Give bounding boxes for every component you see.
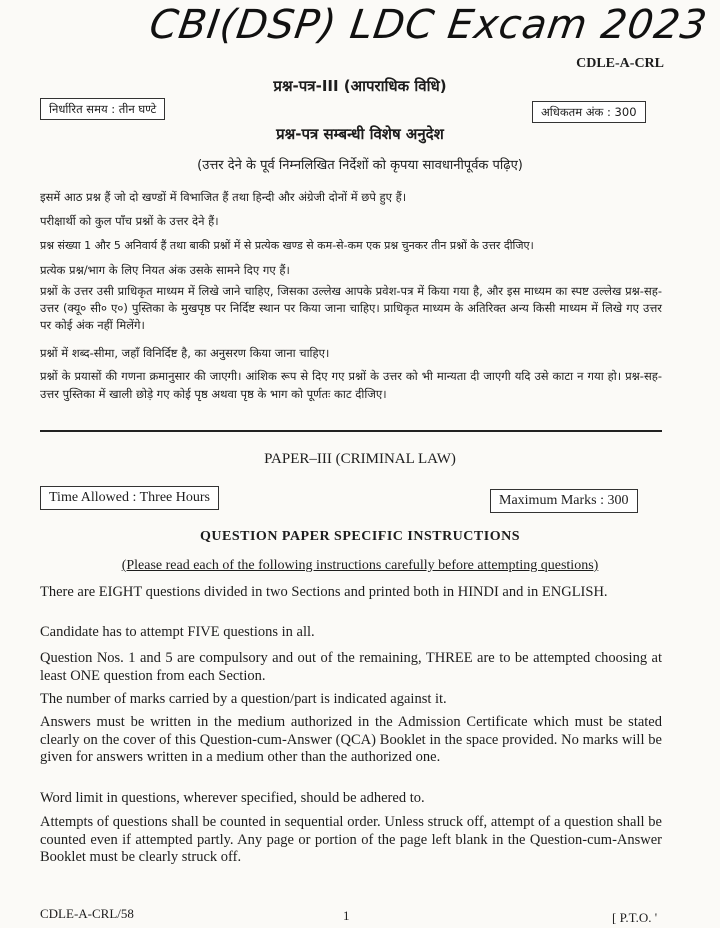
hindi-time-allowed: निर्धारित समय : तीन घण्टे <box>40 98 165 120</box>
hindi-instruction-1: इसमें आठ प्रश्न हैं जो दो खण्डों में विभाजित हैं तथा हिन्दी और अंग्रेजी दोनों में छपे हुए हैं। <box>40 190 407 204</box>
section-divider <box>40 430 662 432</box>
hindi-instructions-title: प्रश्न-पत्र सम्बन्धी विशेष अनुदेश <box>276 125 444 143</box>
english-instruction-1: There are EIGHT questions divided in two Sections and printed both in HINDI and in ENGLISH. <box>40 584 608 600</box>
hindi-instruction-5: प्रश्नों के उत्तर उसी प्राधिकृत माध्यम में लिखे जाने चाहिए, जिसका उल्लेख आपके प्रवेश-पत्र में किया गया है, और इस माध्यम का स्पष्ट उल्लेख प्रश्न-सह-उत्तर (क्यू० सी० ए०) पुस्तिका के मुखपृष्ठ पर निर्दिष्ट स्थान पर किया जाना चाहिए। प्राधिकृत माध्यम के अतिरिक्त अन्य किसी माध्यम में लिखे गए उत्तर पर कोई अंक नहीं मिलेंगे। <box>40 284 662 332</box>
english-time-allowed: Time Allowed : Three Hours <box>40 486 219 510</box>
english-paper-title: PAPER–III (CRIMINAL LAW) <box>264 451 456 467</box>
english-max-marks: Maximum Marks : 300 <box>490 489 638 513</box>
english-instructions-title: QUESTION PAPER SPECIFIC INSTRUCTIONS <box>200 529 520 544</box>
english-instruction-6: Word limit in questions, wherever specified, should be adhered to. <box>40 790 425 806</box>
english-instruction-5: Answers must be written in the medium authorized in the Admission Certificate which must be stated clearly on the cover of this Question-cum-Answer (QCA) Booklet in the space provided. No marks will be given for answers written in a medium other than the authorized one. <box>40 714 662 765</box>
english-instruction-2: Candidate has to attempt FIVE questions in all. <box>40 624 315 640</box>
english-instructions-subtitle: (Please read each of the following instructions carefully before attempting questions) <box>121 558 599 573</box>
hindi-instructions-subtitle: (उत्तर देने के पूर्व निम्नलिखित निर्देशों को कृपया सावधानीपूर्वक पढ़िए) <box>197 158 523 173</box>
handwritten-title: CBI(DSP) LDC Excam 2023 <box>146 2 711 48</box>
english-instruction-7: Attempts of questions shall be counted in sequential order. Unless struck off, attempt of a question shall be counted even if attempted partly. Any page or portion of the page left blank in the Question-cum-Answer Booklet must be clearly struck off. <box>40 814 662 865</box>
english-instruction-3: Question Nos. 1 and 5 are compulsory and out of the remaining, THREE are to be attempted choosing at least ONE question from each Section. <box>40 650 662 684</box>
hindi-instruction-6: प्रश्नों में शब्द-सीमा, जहाँ विनिर्दिष्ट है, का अनुसरण किया जाना चाहिए। <box>40 346 330 360</box>
hindi-instruction-7: प्रश्नों के प्रयासों की गणना क्रमानुसार की जाएगी। आंशिक रूप से दिए गए प्रश्नों के उत्तर को भी मान्यता दी जाएगी यदि उसे काटा न गया हो। प्रश्न-सह-उत्तर पुस्तिका में खाली छोड़े गए कोई पृष्ठ अथवा पृष्ठ के भाग को पूर्णतः काट दीजिए। <box>40 369 662 401</box>
hindi-instruction-2: परीक्षार्थी को कुल पाँच प्रश्नों के उत्तर देने हैं। <box>40 214 219 228</box>
footer-page-number: 1 <box>343 908 350 923</box>
footer-code: CDLE-A-CRL/58 <box>40 906 134 921</box>
hindi-instruction-3: प्रश्न संख्या 1 और 5 अनिवार्य हैं तथा बाकी प्रश्नों में से प्रत्येक खण्ड से कम-से-कम एक प्रश्न चुनकर तीन प्रश्नों के उत्तर दीजिए। <box>40 239 534 252</box>
hindi-paper-title: प्रश्न-पत्र-III (आपराधिक विधि) <box>273 77 447 95</box>
paper-code: CDLE-A-CRL <box>576 56 664 71</box>
hindi-instruction-4: प्रत्येक प्रश्न/भाग के लिए नियत अंक उसके सामने दिए गए हैं। <box>40 263 290 277</box>
footer-pto: [ P.T.O. ' <box>612 910 658 925</box>
english-instruction-4: The number of marks carried by a question/part is indicated against it. <box>40 691 447 707</box>
hindi-max-marks: अधिकतम अंक : 300 <box>532 101 646 123</box>
